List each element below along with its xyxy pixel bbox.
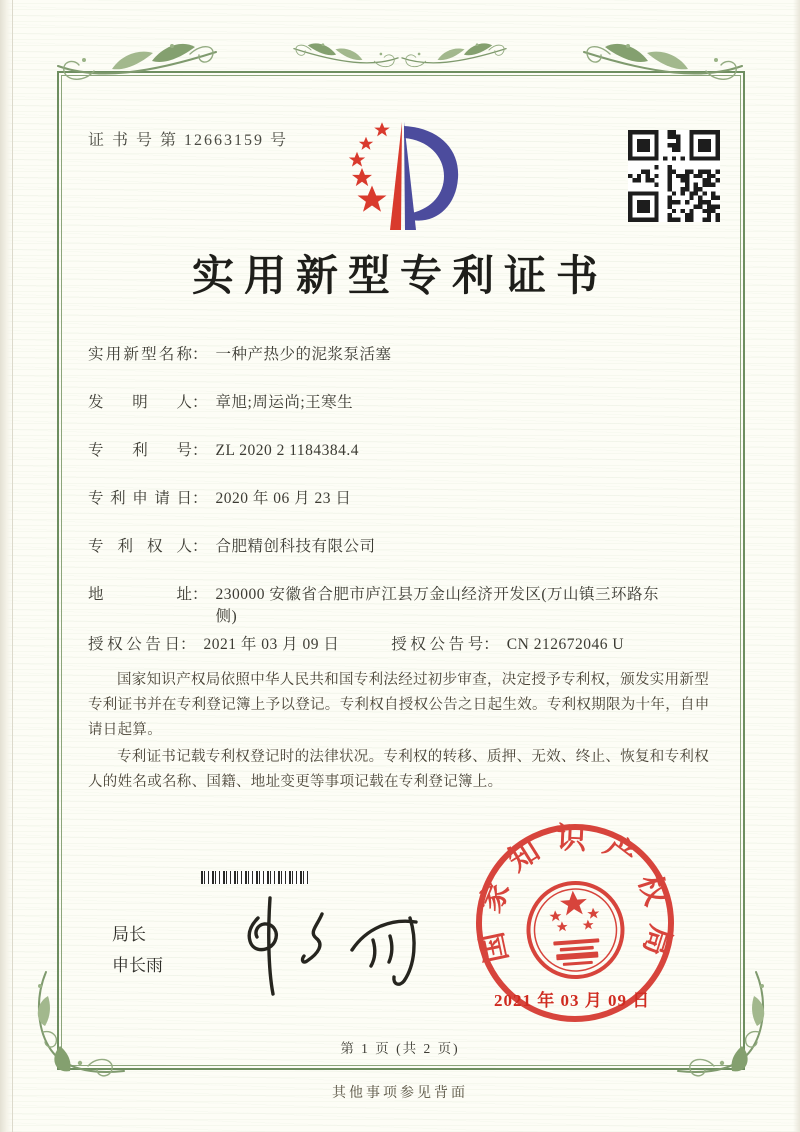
scan-right-edge bbox=[793, 0, 800, 1132]
colon: ： bbox=[192, 490, 208, 507]
barcode bbox=[201, 871, 309, 884]
back-side-note: 其他事项参见背面 bbox=[332, 1086, 468, 1101]
field-value: 章旭;周运尚;王寒生 bbox=[215, 394, 354, 411]
colon: ： bbox=[192, 442, 208, 459]
colon: ： bbox=[192, 394, 208, 411]
grant-number-pair bbox=[391, 634, 624, 656]
certificate-number: 证 书 号 第 12663159 号 bbox=[88, 132, 289, 149]
field-value: CN 212672046 U bbox=[506, 636, 625, 653]
field-row-patentee bbox=[88, 536, 728, 558]
commissioner-signature bbox=[218, 888, 438, 998]
field-value: 2020 年 06 月 23 日 bbox=[215, 490, 352, 507]
field-row-address bbox=[88, 584, 728, 628]
top-left-flourish-ornament bbox=[52, 24, 222, 84]
field-value: ZL 2020 2 1184384.4 bbox=[215, 442, 360, 459]
top-center-left-flourish bbox=[290, 30, 402, 70]
field-label: 实用新型名称 bbox=[88, 346, 192, 363]
qr-code bbox=[628, 130, 720, 222]
colon: ： bbox=[483, 636, 499, 653]
field-label: 授权公告号 bbox=[391, 636, 484, 653]
field-row-grant-announcement bbox=[88, 634, 728, 656]
legal-paragraph-2: 专利证书记载专利权登记时的法律状况。专利权的转移、质押、无效、终止、恢复和专利权人的姓名或名称、国籍、地址变更等事项记载在专利登记簿上。 bbox=[88, 749, 709, 790]
field-value: 230000 安徽省合肥市庐江县万金山经济开发区(万山镇三环路东侧) bbox=[215, 586, 660, 625]
colon: ： bbox=[192, 586, 208, 603]
national-emblem bbox=[525, 880, 625, 980]
colon: ： bbox=[192, 538, 208, 555]
colon: ： bbox=[192, 346, 208, 363]
commissioner-role-label: 局长 bbox=[112, 925, 146, 944]
field-label: 专利号 bbox=[88, 442, 192, 459]
bottom-left-corner-ornament bbox=[30, 968, 150, 1078]
field-row-inventors bbox=[88, 392, 728, 414]
certificate-title: 实用新型专利证书 bbox=[191, 254, 608, 300]
field-value: 合肥精创科技有限公司 bbox=[215, 538, 376, 555]
field-row-patent-number bbox=[88, 440, 728, 462]
seal-date: 2021 年 03 月 09 日 bbox=[494, 991, 651, 1010]
field-value: 一种产热少的泥浆泵活塞 bbox=[215, 346, 392, 363]
field-label: 地址 bbox=[88, 586, 192, 603]
field-value: 2021 年 03 月 09 日 bbox=[203, 636, 340, 653]
field-row-utility-model-name bbox=[88, 344, 728, 366]
field-label: 专利申请日 bbox=[88, 490, 192, 507]
legal-paragraph-1: 国家知识产权局依照中华人民共和国专利法经过初步审查，决定授予专利权，颁发实用新型专利证书并在专利登记簿上予以登记。专利权自授权公告之日起生效。专利权期限为十年，自申请日起算。 bbox=[88, 672, 710, 738]
top-right-flourish-ornament bbox=[578, 24, 748, 84]
field-row-filing-date bbox=[88, 488, 728, 510]
scan-left-edge bbox=[0, 0, 13, 1132]
grant-date-pair bbox=[88, 636, 339, 653]
field-label: 授权公告日 bbox=[88, 636, 180, 653]
top-center-right-flourish bbox=[398, 30, 510, 70]
field-label: 发明人 bbox=[88, 394, 192, 411]
cnipa-logo bbox=[338, 116, 470, 232]
commissioner-name: 申长雨 bbox=[112, 956, 163, 975]
colon: ： bbox=[180, 636, 196, 653]
field-label: 专利权人 bbox=[88, 538, 192, 555]
seal-ring-text: 国家知识产权局 bbox=[472, 821, 678, 974]
page-number: 第 1 页 (共 2 页) bbox=[340, 1041, 460, 1056]
